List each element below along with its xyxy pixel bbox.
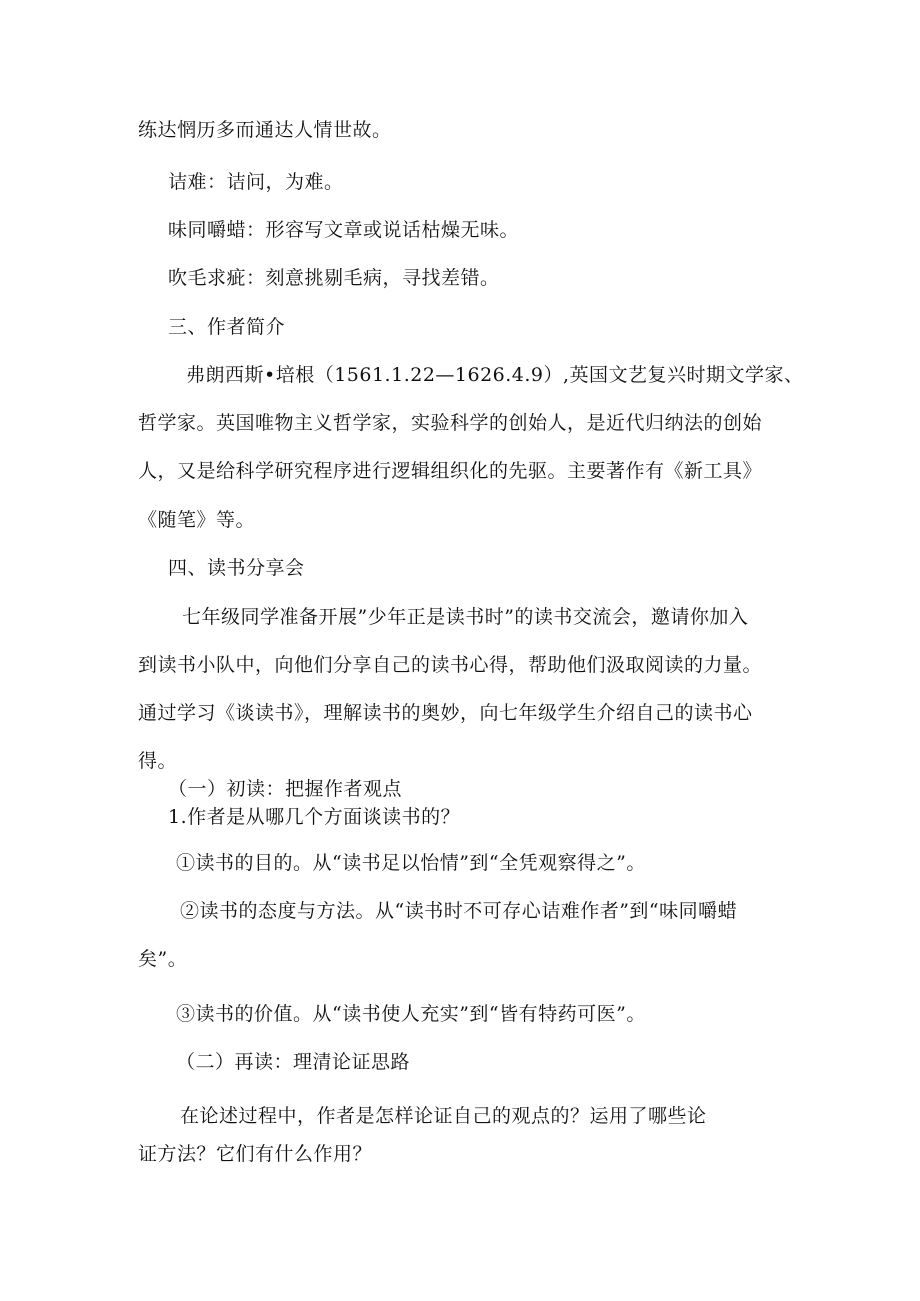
text-line: 弗朗西斯•培根（1561.1.22—1626.4.9）,英国文艺复兴时期文学家、: [186, 364, 804, 386]
text-line: 《随笔》等。: [138, 509, 256, 531]
text-line: ①读书的目的。从“读书足以怡情”到“全凭观察得之”。: [176, 852, 646, 874]
text-line: 七年级同学准备开展”少年正是读书时”的读书交流会，邀请你加入: [182, 606, 749, 628]
text-line: 证方法？它们有什么作用？: [138, 1143, 373, 1165]
text-line: 诘难：诘问，为难。: [168, 171, 344, 193]
text-line: 人，又是给科学研究程序进行逻辑组织化的先驱。主要著作有《新工具》: [138, 460, 763, 482]
text-line: 哲学家。英国唯物主义哲学家，实验科学的创始人，是近代归纳法的创始: [138, 412, 763, 434]
text-line: ②读书的态度与方法。从“读书时不可存心诘难作者”到“味同嚼蜡: [180, 900, 738, 922]
question-line: 1.作者是从哪几个方面谈读书的？: [168, 806, 461, 828]
subsection-heading: （二）再读：理清论证思路: [176, 1051, 411, 1073]
text-line: 得。: [138, 750, 178, 772]
text-line: 练达惘历多而通达人情世故。: [138, 119, 392, 141]
text-line: 吹毛求疵：刻意挑剔毛病，寻找差错。: [168, 267, 500, 289]
text-line: 味同嚼蜡：形容写文章或说话枯燥无味。: [168, 219, 520, 241]
subsection-heading: （一）初读：把握作者观点: [168, 778, 403, 800]
text-line: ③读书的价值。从“读书使人充实”到“皆有特药可医”。: [176, 1003, 646, 1025]
text-line: 矣”。: [138, 948, 188, 970]
text-line: 通过学习《谈读书》，理解读书的奥妙，向七年级学生介绍自己的读书心: [138, 702, 753, 724]
section-heading: 三、作者简介: [168, 316, 286, 338]
section-heading: 四、读书分享会: [168, 557, 305, 579]
text-line: 到读书小队中，向他们分享自己的读书心得，帮助他们汲取阅读的力量。: [138, 654, 763, 676]
text-line: 在论述过程中，作者是怎样论证自己的观点的？运用了哪些论: [180, 1105, 707, 1127]
